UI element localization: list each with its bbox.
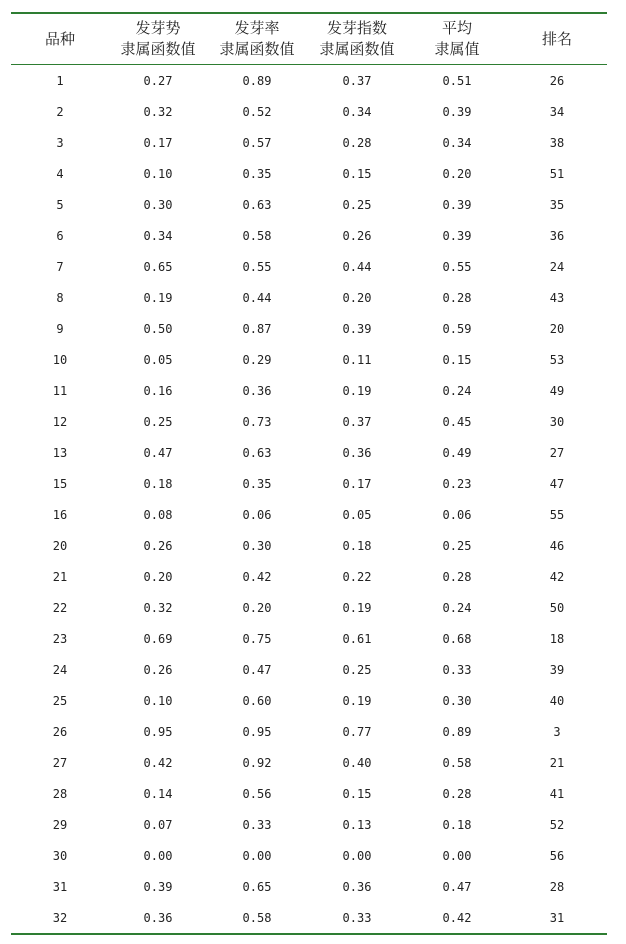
cell-average-membership: 0.51	[442, 73, 472, 88]
table-row	[11, 344, 607, 375]
cell-average-membership: 0.23	[442, 476, 472, 491]
cell-germination-potential: 0.18	[143, 476, 173, 491]
cell-rank: 52	[549, 817, 565, 832]
cell-germination-index: 0.40	[342, 755, 372, 770]
cell-germination-rate: 0.55	[242, 259, 272, 274]
header-line: 隶属函数值	[120, 40, 196, 58]
cell-variety: 8	[56, 290, 64, 305]
cell-germination-potential: 0.07	[143, 817, 173, 832]
cell-average-membership: 0.28	[442, 786, 472, 801]
header-line: 排名	[541, 29, 572, 48]
cell-average-membership: 0.45	[442, 414, 472, 429]
header-line: 发芽指数	[326, 19, 387, 37]
cell-variety: 31	[52, 879, 68, 894]
cell-variety: 3	[56, 135, 64, 150]
table-row	[11, 623, 607, 654]
table-row	[11, 313, 607, 344]
cell-germination-potential: 0.42	[143, 755, 173, 770]
cell-germination-index: 0.37	[342, 73, 372, 88]
cell-average-membership: 0.39	[442, 197, 472, 212]
cell-variety: 5	[56, 197, 64, 212]
cell-germination-index: 0.00	[342, 848, 372, 863]
cell-germination-rate: 0.73	[242, 414, 272, 429]
cell-germination-rate: 0.47	[242, 662, 272, 677]
table-row	[11, 716, 607, 747]
cell-germination-index: 0.20	[342, 290, 372, 305]
cell-germination-rate: 0.30	[242, 538, 272, 553]
cell-germination-rate: 0.52	[242, 104, 272, 119]
cell-germination-potential: 0.47	[143, 445, 173, 460]
cell-rank: 55	[549, 507, 565, 522]
cell-rank: 20	[549, 321, 565, 336]
cell-rank: 39	[549, 662, 565, 677]
cell-germination-index: 0.15	[342, 166, 372, 181]
table-body	[11, 65, 607, 935]
cell-germination-rate: 0.75	[242, 631, 272, 646]
header-line: 平均	[441, 19, 472, 37]
cell-average-membership: 0.18	[442, 817, 472, 832]
cell-rank: 41	[549, 786, 565, 801]
cell-germination-index: 0.19	[342, 600, 372, 615]
cell-germination-index: 0.22	[342, 569, 372, 584]
cell-germination-rate: 0.63	[242, 197, 272, 212]
cell-rank: 56	[549, 848, 565, 863]
cell-rank: 36	[549, 228, 565, 243]
cell-germination-index: 0.77	[342, 724, 372, 739]
table-row	[11, 96, 607, 127]
cell-variety: 11	[52, 383, 68, 398]
cell-average-membership: 0.59	[442, 321, 472, 336]
cell-average-membership: 0.33	[442, 662, 472, 677]
cell-variety: 27	[52, 755, 68, 770]
cell-germination-potential: 0.69	[143, 631, 173, 646]
cell-average-membership: 0.30	[442, 693, 472, 708]
table-row	[11, 189, 607, 220]
cell-variety: 2	[56, 104, 64, 119]
cell-rank: 49	[549, 383, 565, 398]
cell-germination-index: 0.33	[342, 910, 372, 925]
table-header	[11, 13, 607, 65]
cell-germination-rate: 0.92	[242, 755, 272, 770]
cell-rank: 3	[553, 724, 561, 739]
cell-germination-rate: 0.89	[242, 73, 272, 88]
table-row	[11, 282, 607, 313]
cell-average-membership: 0.06	[442, 507, 472, 522]
header-germination-potential	[109, 13, 207, 65]
cell-rank: 40	[549, 693, 565, 708]
cell-variety: 1	[56, 73, 64, 88]
cell-germination-rate: 0.35	[242, 166, 272, 181]
cell-variety: 22	[52, 600, 68, 615]
cell-variety: 28	[52, 786, 68, 801]
header-germination-rate	[207, 13, 307, 65]
membership-function-table	[11, 12, 607, 935]
cell-average-membership: 0.89	[442, 724, 472, 739]
table-row	[11, 592, 607, 623]
cell-germination-rate: 0.06	[242, 507, 272, 522]
cell-germination-rate: 0.65	[242, 879, 272, 894]
table-row	[11, 747, 607, 778]
table-row	[11, 871, 607, 902]
cell-germination-rate: 0.29	[242, 352, 272, 367]
cell-germination-index: 0.44	[342, 259, 372, 274]
cell-variety: 24	[52, 662, 68, 677]
cell-germination-potential: 0.65	[143, 259, 173, 274]
header-row	[11, 13, 607, 65]
cell-rank: 42	[549, 569, 565, 584]
table-row	[11, 685, 607, 716]
header-average-membership	[407, 13, 507, 65]
header-germination-index	[307, 13, 407, 65]
cell-germination-index: 0.34	[342, 104, 372, 119]
cell-germination-index: 0.13	[342, 817, 372, 832]
cell-germination-potential: 0.08	[143, 507, 173, 522]
cell-rank: 46	[549, 538, 565, 553]
cell-germination-index: 0.18	[342, 538, 372, 553]
table-row	[11, 406, 607, 437]
cell-germination-potential: 0.50	[143, 321, 173, 336]
cell-variety: 7	[56, 259, 64, 274]
cell-germination-rate: 0.58	[242, 910, 272, 925]
cell-germination-rate: 0.95	[242, 724, 272, 739]
cell-germination-index: 0.37	[342, 414, 372, 429]
cell-average-membership: 0.49	[442, 445, 472, 460]
header-line: 发芽率	[234, 19, 280, 37]
cell-variety: 32	[52, 910, 68, 925]
cell-average-membership: 0.68	[442, 631, 472, 646]
cell-germination-index: 0.39	[342, 321, 372, 336]
cell-variety: 15	[52, 476, 68, 491]
cell-average-membership: 0.34	[442, 135, 472, 150]
cell-germination-index: 0.36	[342, 879, 372, 894]
cell-germination-potential: 0.16	[143, 383, 173, 398]
header-line: 品种	[44, 29, 75, 48]
cell-variety: 29	[52, 817, 68, 832]
cell-rank: 38	[549, 135, 565, 150]
cell-variety: 9	[56, 321, 64, 336]
cell-rank: 51	[549, 166, 565, 181]
cell-average-membership: 0.39	[442, 228, 472, 243]
cell-germination-rate: 0.20	[242, 600, 272, 615]
cell-germination-potential: 0.19	[143, 290, 173, 305]
cell-germination-potential: 0.30	[143, 197, 173, 212]
cell-germination-index: 0.36	[342, 445, 372, 460]
cell-germination-rate: 0.42	[242, 569, 272, 584]
cell-variety: 20	[52, 538, 68, 553]
cell-germination-potential: 0.10	[143, 166, 173, 181]
cell-germination-rate: 0.58	[242, 228, 272, 243]
cell-average-membership: 0.39	[442, 104, 472, 119]
cell-rank: 31	[549, 910, 565, 925]
cell-variety: 25	[52, 693, 68, 708]
cell-rank: 24	[549, 259, 565, 274]
table-row	[11, 65, 607, 97]
table-row	[11, 778, 607, 809]
cell-germination-potential: 0.36	[143, 910, 173, 925]
cell-rank: 21	[549, 755, 565, 770]
cell-germination-rate: 0.63	[242, 445, 272, 460]
header-variety	[11, 13, 109, 65]
cell-rank: 47	[549, 476, 565, 491]
data-table-container	[11, 12, 607, 935]
header-line: 发芽势	[135, 19, 181, 37]
cell-variety: 23	[52, 631, 68, 646]
cell-germination-rate: 0.36	[242, 383, 272, 398]
cell-germination-potential: 0.05	[143, 352, 173, 367]
table-row	[11, 468, 607, 499]
cell-germination-index: 0.25	[342, 662, 372, 677]
cell-rank: 50	[549, 600, 565, 615]
table-row	[11, 127, 607, 158]
cell-germination-rate: 0.00	[242, 848, 272, 863]
cell-germination-potential: 0.32	[143, 600, 173, 615]
table-row	[11, 158, 607, 189]
cell-germination-potential: 0.14	[143, 786, 173, 801]
cell-germination-index: 0.17	[342, 476, 372, 491]
cell-average-membership: 0.28	[442, 290, 472, 305]
cell-germination-potential: 0.26	[143, 538, 173, 553]
cell-germination-potential: 0.95	[143, 724, 173, 739]
cell-germination-index: 0.15	[342, 786, 372, 801]
cell-rank: 30	[549, 414, 565, 429]
header-line: 隶属值	[434, 40, 480, 58]
cell-germination-rate: 0.35	[242, 476, 272, 491]
cell-rank: 43	[549, 290, 565, 305]
table-row	[11, 840, 607, 871]
cell-germination-index: 0.26	[342, 228, 372, 243]
cell-germination-index: 0.19	[342, 383, 372, 398]
cell-variety: 30	[52, 848, 68, 863]
header-line: 隶属函数值	[219, 40, 295, 58]
cell-average-membership: 0.24	[442, 600, 472, 615]
cell-germination-potential: 0.00	[143, 848, 173, 863]
table-row	[11, 251, 607, 282]
cell-germination-rate: 0.44	[242, 290, 272, 305]
header-rank	[507, 13, 607, 65]
cell-germination-potential: 0.32	[143, 104, 173, 119]
cell-germination-potential: 0.26	[143, 662, 173, 677]
table-row	[11, 499, 607, 530]
cell-germination-rate: 0.60	[242, 693, 272, 708]
cell-average-membership: 0.15	[442, 352, 472, 367]
cell-average-membership: 0.58	[442, 755, 472, 770]
cell-average-membership: 0.55	[442, 259, 472, 274]
cell-germination-index: 0.28	[342, 135, 372, 150]
table-row	[11, 437, 607, 468]
cell-average-membership: 0.00	[442, 848, 472, 863]
cell-variety: 16	[52, 507, 68, 522]
cell-germination-potential: 0.39	[143, 879, 173, 894]
table-row	[11, 561, 607, 592]
cell-variety: 21	[52, 569, 68, 584]
cell-variety: 13	[52, 445, 68, 460]
cell-germination-index: 0.11	[342, 352, 372, 367]
cell-rank: 35	[549, 197, 565, 212]
cell-germination-index: 0.25	[342, 197, 372, 212]
cell-average-membership: 0.25	[442, 538, 472, 553]
cell-variety: 12	[52, 414, 68, 429]
cell-average-membership: 0.24	[442, 383, 472, 398]
cell-germination-potential: 0.17	[143, 135, 173, 150]
cell-rank: 27	[549, 445, 565, 460]
cell-variety: 10	[52, 352, 68, 367]
cell-germination-potential: 0.25	[143, 414, 173, 429]
table-row	[11, 220, 607, 251]
cell-germination-rate: 0.87	[242, 321, 272, 336]
cell-germination-potential: 0.10	[143, 693, 173, 708]
cell-germination-rate: 0.56	[242, 786, 272, 801]
cell-average-membership: 0.42	[442, 910, 472, 925]
cell-rank: 26	[549, 73, 565, 88]
table-row	[11, 654, 607, 685]
cell-variety: 26	[52, 724, 68, 739]
cell-rank: 18	[549, 631, 565, 646]
cell-germination-index: 0.19	[342, 693, 372, 708]
cell-germination-rate: 0.33	[242, 817, 272, 832]
cell-rank: 34	[549, 104, 565, 119]
cell-germination-index: 0.05	[342, 507, 372, 522]
cell-germination-rate: 0.57	[242, 135, 272, 150]
cell-average-membership: 0.20	[442, 166, 472, 181]
cell-rank: 28	[549, 879, 565, 894]
table-row	[11, 530, 607, 561]
cell-rank: 53	[549, 352, 565, 367]
cell-germination-potential: 0.34	[143, 228, 173, 243]
cell-average-membership: 0.28	[442, 569, 472, 584]
table-row	[11, 375, 607, 406]
table-row	[11, 809, 607, 840]
cell-variety: 6	[56, 228, 64, 243]
header-line: 隶属函数值	[319, 40, 395, 58]
table-row	[11, 902, 607, 934]
cell-variety: 4	[56, 166, 64, 181]
cell-germination-index: 0.61	[342, 631, 372, 646]
cell-germination-potential: 0.20	[143, 569, 173, 584]
cell-germination-potential: 0.27	[143, 73, 173, 88]
cell-average-membership: 0.47	[442, 879, 472, 894]
